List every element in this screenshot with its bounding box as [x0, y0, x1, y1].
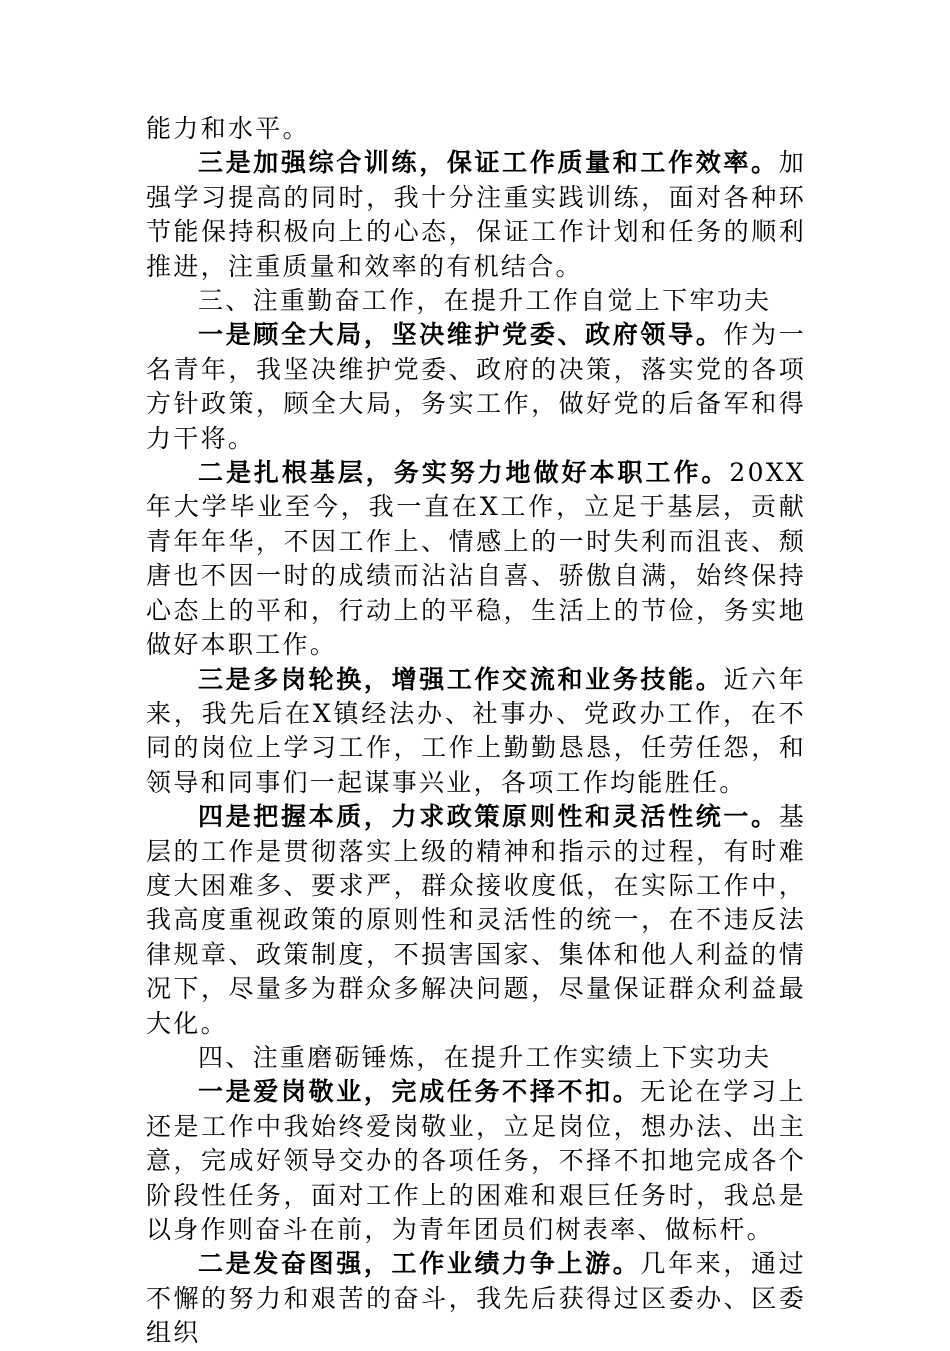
paragraph-text: 能力和水平。 — [146, 114, 310, 143]
paragraph-text: 几年来，通过不懈的努力和艰苦的奋斗，我先后获得过区委办、区委组织 — [146, 1249, 806, 1348]
paragraph-achievement — [146, 1247, 806, 1350]
section-heading-four — [146, 1041, 806, 1075]
paragraph-grassroots — [146, 456, 806, 662]
paragraph-text: 基层的工作是贯彻落实上级的精神和指示的过程，有时难度大困难多、要求严，群众接收度低，在实际工作中，我高度重视政策的原则性和灵活性的统一，在不违反法律规章、政策制度，不损害国家、集体和他人利益的情况下，尽量多为群众多解决问题，尽量保证群众利益最大化。 — [146, 802, 806, 1038]
paragraph-text: 无论在学习上还是工作中我始终爱岗敬业，立足岗位，想办法、出主意，完成好领导交办的各项任务，不择不扣地完成各个阶段性任务，面对工作上的困难和艰巨任务时，我总是以身作则奋斗在前，为青年团员们树表率、做标杆。 — [146, 1077, 806, 1244]
paragraph-lead: 二是发奋图强，工作业绩力争上游。 — [198, 1249, 641, 1279]
paragraph-policy — [146, 800, 806, 1041]
paragraph-lead: 四是把握本质，力求政策原则性和灵活性统一。 — [198, 802, 779, 832]
paragraph-lead: 三是加强综合训练，保证工作质量和工作效率。 — [198, 148, 779, 178]
paragraph-lead: 三是多岗轮换，增强工作交流和业务技能。 — [198, 664, 724, 694]
paragraph-rotation — [146, 663, 806, 801]
document-page — [146, 112, 806, 1351]
paragraph-lead: 一是爱岗敬业，完成任务不择不扣。 — [198, 1077, 641, 1107]
heading-text: 四、注重磨砺锤炼，在提升工作实绩上下实功夫 — [198, 1042, 772, 1072]
paragraph-text: 加强学习提高的同时，我十分注重实践训练，面对各种环节能保持积极向上的心态，保证工作计划和任务的顺利推进，注重质量和效率的有机结合。 — [146, 148, 806, 281]
heading-text: 三、注重勤奋工作，在提升工作自觉上下牢功夫 — [198, 286, 772, 316]
paragraph-text: 近六年来，我先后在X镇经法办、社事办、党政办工作，在不同的岗位上学习工作，工作上勤勤恳恳，任劳任怨，和领导和同事们一起谋事兴业，各项工作均能胜任。 — [146, 664, 806, 797]
paragraph-training — [146, 146, 806, 284]
paragraph-lead: 二是扎根基层，务实努力地做好本职工作。 — [198, 458, 730, 488]
paragraph-text: 作为一名青年，我坚决维护党委、政府的决策，落实党的各项方针政策，顾全大局，务实工作，做好党的后备军和得力干将。 — [146, 320, 806, 453]
paragraph-intro — [146, 112, 806, 146]
paragraph-text: 20XX年大学毕业至今，我一直在X工作，立足于基层，贡献青年年华，不因工作上、情感上的一时失利而沮丧、颓唐也不因一时的成绩而沾沾自喜、骄傲自满，始终保持心态上的平和，行动上的平稳，生活上的节俭，务实地做好本职工作。 — [146, 458, 806, 660]
paragraph-lead: 一是顾全大局，坚决维护党委、政府领导。 — [198, 320, 724, 350]
paragraph-dedication — [146, 1075, 806, 1247]
section-heading-three — [146, 284, 806, 318]
paragraph-overall — [146, 318, 806, 456]
